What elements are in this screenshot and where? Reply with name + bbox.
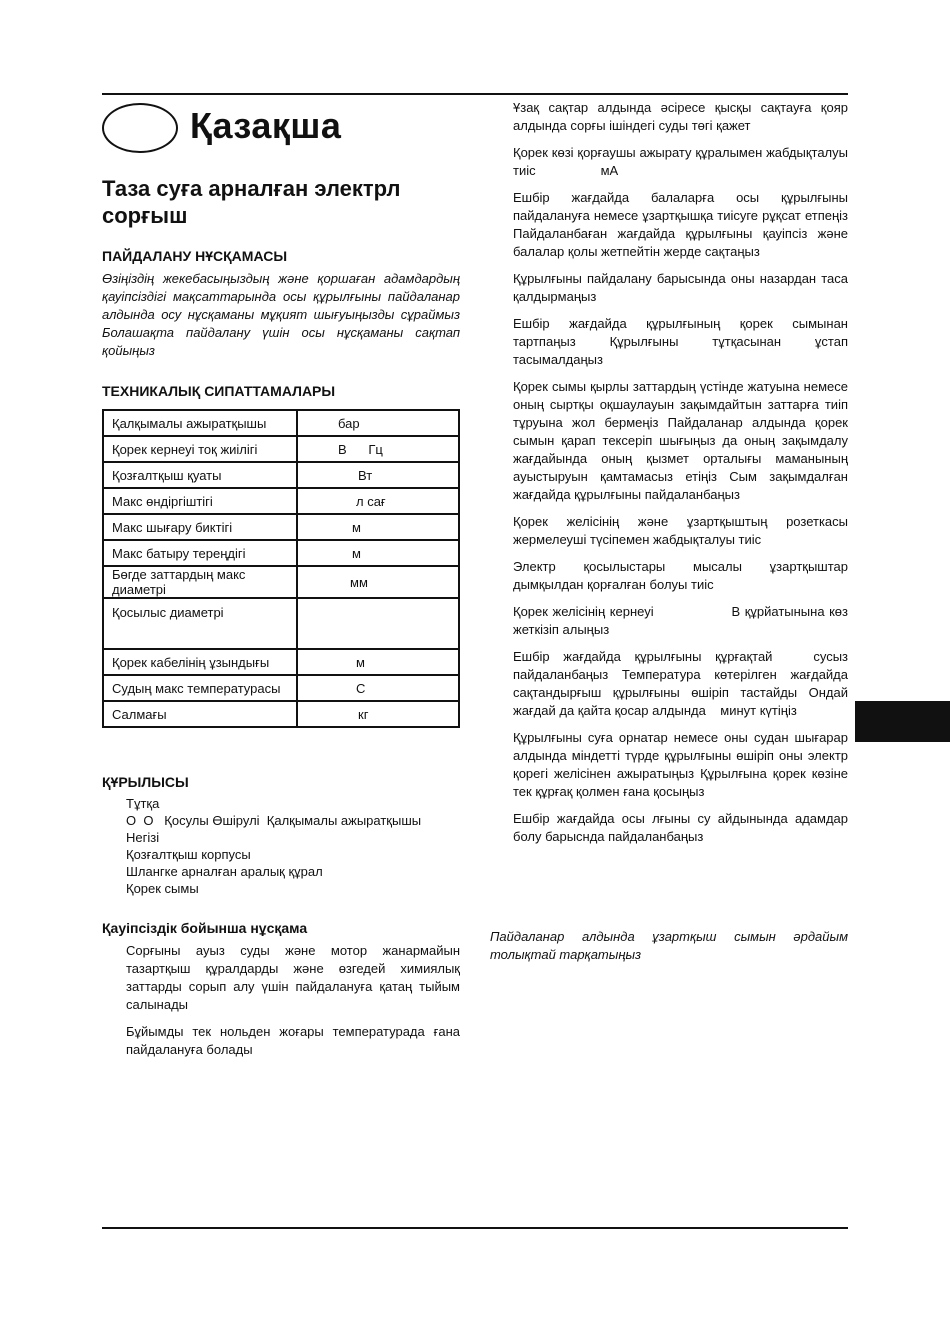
language-title: Қазақша [190, 105, 342, 146]
spec-value: м [297, 514, 459, 540]
spec-label: Қорек кернеуі тоқ жиілігі [103, 436, 297, 462]
spec-value: кг [297, 701, 459, 727]
list-item: Тұтқа [126, 796, 160, 811]
list-item: О О Қосулы Өшірулі Қалқымалы ажыратқышы [126, 813, 422, 828]
spec-label: Макс шығару биктігі [103, 514, 297, 540]
spec-label: Макс өндіргіштігі [103, 488, 297, 514]
top-rule [102, 93, 848, 95]
spec-value: С [297, 675, 459, 701]
list-item: Құрылғыны пайдалану барысында оны назардан таса қалдырмаңыз [513, 271, 848, 304]
spec-label: Қорек кабелінің ұзындығы [103, 649, 297, 675]
document-title: Таза суға арналған электрл сорғыш [102, 176, 401, 228]
spec-value: л сағ [297, 488, 459, 514]
spec-row [103, 566, 459, 598]
spec-label: Қосылыс диаметрі [103, 598, 297, 649]
spec-row [103, 675, 459, 701]
spec-table [102, 409, 460, 728]
list-item: Қорек желісінің және ұзартқыштың розеткасы жермелеуші түсіпемен жабдықталуы тиіс [513, 514, 848, 547]
spec-row [103, 514, 459, 540]
list-item: Негізі [126, 830, 160, 845]
spec-row [103, 436, 459, 462]
intro-paragraph: Өзіңіздің жекебасыңыздың және қоршаған адамдардың қауіпсіздігі мақсаттарында осы құрылғыны пайдаланар алдында осу нұсқаманы мұқият шығуыңызды сұраймыз Болашақта пайдалану үшін осы нұсқаманы сақтап қойыңыз [102, 271, 460, 358]
list-item: Ешбір жағдайда осы лғыны су айдынында адамдар болу барыснда пайдаланбаңыз [513, 811, 848, 844]
spec-value: В Гц [297, 436, 459, 462]
list-item: Қозғалтқыш корпусы [126, 847, 251, 862]
spec-row [103, 701, 459, 727]
list-item: Сорғыны ауыз суды және мотор жанармайын тазартқыш құралдарды және өзгедей химиялық заттарды сорып алу үшін пайдалануға қатаң тыйым салынады [126, 943, 460, 1012]
list-item: Қорек желісінің кернеуі В құрйатынына көз жеткізіп алыңыз [513, 604, 852, 637]
list-item: Ешбір жағдайда құрылғының қорек сымынан тартпаңыз Құрылғыны тұтқасынан ұстап тасымалдаңыз [513, 316, 848, 367]
spec-row [103, 540, 459, 566]
spec-label: Қалқымалы ажыратқышы [103, 410, 297, 436]
list-item: Ұзақ сақтар алдында әсіресе қысқы сақтауға қояр алдында сорғы ішіндегі суды төгі қажет [513, 100, 848, 133]
spec-value: Вт [297, 462, 459, 488]
list-item: Шлангке арналған аралық құрал [126, 864, 323, 879]
spec-value: м [297, 649, 459, 675]
spec-row [103, 598, 459, 649]
construction-list [126, 795, 466, 897]
safety-list [126, 942, 460, 1068]
spec-value: м [297, 540, 459, 566]
language-badge-oval [102, 103, 178, 153]
spec-row [103, 462, 459, 488]
safety-list-continued [513, 99, 852, 855]
spec-label: Судың макс температурасы [103, 675, 297, 701]
usage-heading: ПАЙДАЛАНУ НҰСҚАМАСЫ [102, 248, 288, 264]
spec-label: Қозғалтқыш қуаты [103, 462, 297, 488]
spec-value: бар [297, 410, 459, 436]
spec-value [297, 598, 459, 649]
section-tab-marker [855, 701, 950, 742]
list-item: Ешбір жағдайда құрылғыны құрғақтай сусыз пайдаланбаңыз Температура көтерілген жағдайда сақтандырғыш құрылғыны өшіріп тастайды Ондай жағдай да қайта қосар алдында минут күтіңіз [513, 649, 852, 718]
list-item: Ешбір жағдайда балаларға осы құрылғыны пайдалануға немесе ұзартқышқа тиісуге рұқсат етпеңіз Пайдаланбаған жағдайда құрылғыны қауіпсіз және балалар қолы жетпейтін жерде сақтаңыз [513, 190, 848, 259]
list-item: Қорек сымы қырлы заттардың үстінде жатуына немесе оның сыртқы оқшаулауын зақымдайтын заттарға тиіп тұруына жол бермеңіз Пайдаланар алдында қорек сымын қарап тексеріп шығыңыз да оның зақымдалу жағдайында оның қызмет орталығы маманының ауыстыруын қамтамасыз етіңіз Сым зақымдалған жағдайда құрылғыны пайдаланбаңыз [513, 379, 848, 502]
final-note: Пайдаланар алдында ұзартқыш сымын әрдайым толықтай тарқатыңыз [490, 929, 848, 962]
list-item: Құрылғыны суға орнатар немесе оны судан шығарар алдында міндетті түрде құрылғыны өшіріп оны электр қорегі желісінен ажыратыңыз Құрылғына қорек көзіне тек құрғақ қолмен ғана қосыңыз [513, 730, 848, 799]
spec-row [103, 410, 459, 436]
construction-heading: ҚҰРЫЛЫСЫ [102, 774, 189, 790]
spec-row [103, 649, 459, 675]
spec-label: Салмағы [103, 701, 297, 727]
list-item: Электр қосылыстары мысалы ұзартқыштар дымқылдан қорғалған болуы тиіс [513, 559, 848, 592]
spec-row [103, 488, 459, 514]
spec-label: Макс батыру тереңдігі [103, 540, 297, 566]
list-item: Қорек көзі қорғаушы ажырату құралымен жабдықталуы тиіс мА [513, 145, 852, 178]
spec-value: мм [297, 566, 459, 598]
bottom-rule [102, 1227, 848, 1229]
spec-label: Бөгде заттардың макс диаметрі [103, 566, 297, 598]
safety-heading: Қауіпсіздік бойынша нұсқама [102, 920, 308, 936]
list-item: Бұйымды тек нольден жоғары температурада ғана пайдалануға болады [126, 1024, 460, 1057]
list-item: Қорек сымы [126, 881, 199, 896]
tech-specs-heading: ТЕХНИКАЛЫҚ СИПАТТАМАЛАРЫ [102, 383, 336, 399]
